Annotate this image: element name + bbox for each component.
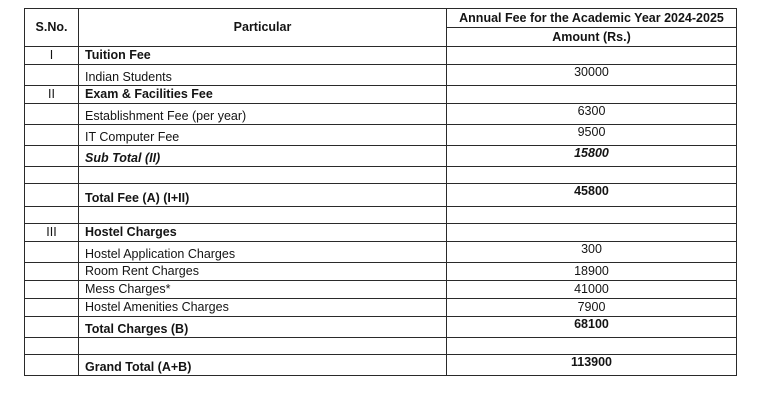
amount-cell: 7900: [447, 299, 737, 317]
table-row: [25, 242, 737, 263]
table-row: [25, 317, 737, 338]
table-row: [25, 146, 737, 167]
table-row: [25, 355, 737, 376]
amount-cell: 18900: [447, 263, 737, 281]
amount-cell: 6300: [447, 104, 737, 125]
empty-cell: [79, 207, 447, 224]
item-label: Hostel Application Charges: [79, 242, 447, 263]
item-label: IT Computer Fee: [79, 125, 447, 146]
subtotal-amount: 15800: [447, 146, 737, 167]
table-row: [25, 125, 737, 146]
header-amount: Amount (Rs.): [447, 28, 737, 47]
table-row: [25, 47, 737, 65]
header-annual-fee: Annual Fee for the Academic Year 2024-2025: [447, 9, 737, 28]
total-a-amount: 45800: [447, 184, 737, 207]
total-a-label: Total Fee (A) (I+II): [79, 184, 447, 207]
table-row: [25, 263, 737, 281]
table-row: [25, 104, 737, 125]
total-b-amount: 68100: [447, 317, 737, 338]
table-row: [25, 299, 737, 317]
sno-cell: [25, 355, 79, 376]
item-label: Mess Charges*: [79, 281, 447, 299]
sno-cell: [25, 317, 79, 338]
empty-cell: [79, 338, 447, 355]
header-row: [25, 9, 737, 28]
sno-cell: [25, 146, 79, 167]
empty-cell: [25, 207, 79, 224]
table-row: [25, 184, 737, 207]
sno-cell: I: [25, 47, 79, 65]
amount-cell: [447, 224, 737, 242]
blank-row: [25, 207, 737, 224]
grand-total-amount: 113900: [447, 355, 737, 376]
amount-cell: 300: [447, 242, 737, 263]
sno-cell: [25, 125, 79, 146]
sno-cell: [25, 299, 79, 317]
item-label: Room Rent Charges: [79, 263, 447, 281]
sno-cell: III: [25, 224, 79, 242]
table-row: [25, 224, 737, 242]
header-sno: S.No.: [25, 9, 79, 47]
table-row: [25, 86, 737, 104]
empty-cell: [447, 338, 737, 355]
empty-cell: [447, 167, 737, 184]
section-title: Hostel Charges: [79, 224, 447, 242]
sno-cell: [25, 242, 79, 263]
amount-cell: [447, 86, 737, 104]
item-label: Establishment Fee (per year): [79, 104, 447, 125]
empty-cell: [79, 167, 447, 184]
sno-cell: [25, 104, 79, 125]
amount-cell: 9500: [447, 125, 737, 146]
grand-total-label: Grand Total (A+B): [79, 355, 447, 376]
fee-table: [24, 8, 737, 376]
sno-cell: [25, 263, 79, 281]
table-row: [25, 65, 737, 86]
header-particular: Particular: [79, 9, 447, 47]
empty-cell: [25, 167, 79, 184]
amount-cell: 41000: [447, 281, 737, 299]
amount-cell: [447, 47, 737, 65]
item-label: Hostel Amenities Charges: [79, 299, 447, 317]
blank-row: [25, 338, 737, 355]
empty-cell: [25, 338, 79, 355]
empty-cell: [447, 207, 737, 224]
sno-cell: II: [25, 86, 79, 104]
sno-cell: [25, 184, 79, 207]
item-label: Indian Students: [79, 65, 447, 86]
section-title: Tuition Fee: [79, 47, 447, 65]
table-row: [25, 281, 737, 299]
amount-cell: 30000: [447, 65, 737, 86]
total-b-label: Total Charges (B): [79, 317, 447, 338]
sno-cell: [25, 281, 79, 299]
blank-row: [25, 167, 737, 184]
section-title: Exam & Facilities Fee: [79, 86, 447, 104]
subtotal-label: Sub Total (II): [79, 146, 447, 167]
sno-cell: [25, 65, 79, 86]
